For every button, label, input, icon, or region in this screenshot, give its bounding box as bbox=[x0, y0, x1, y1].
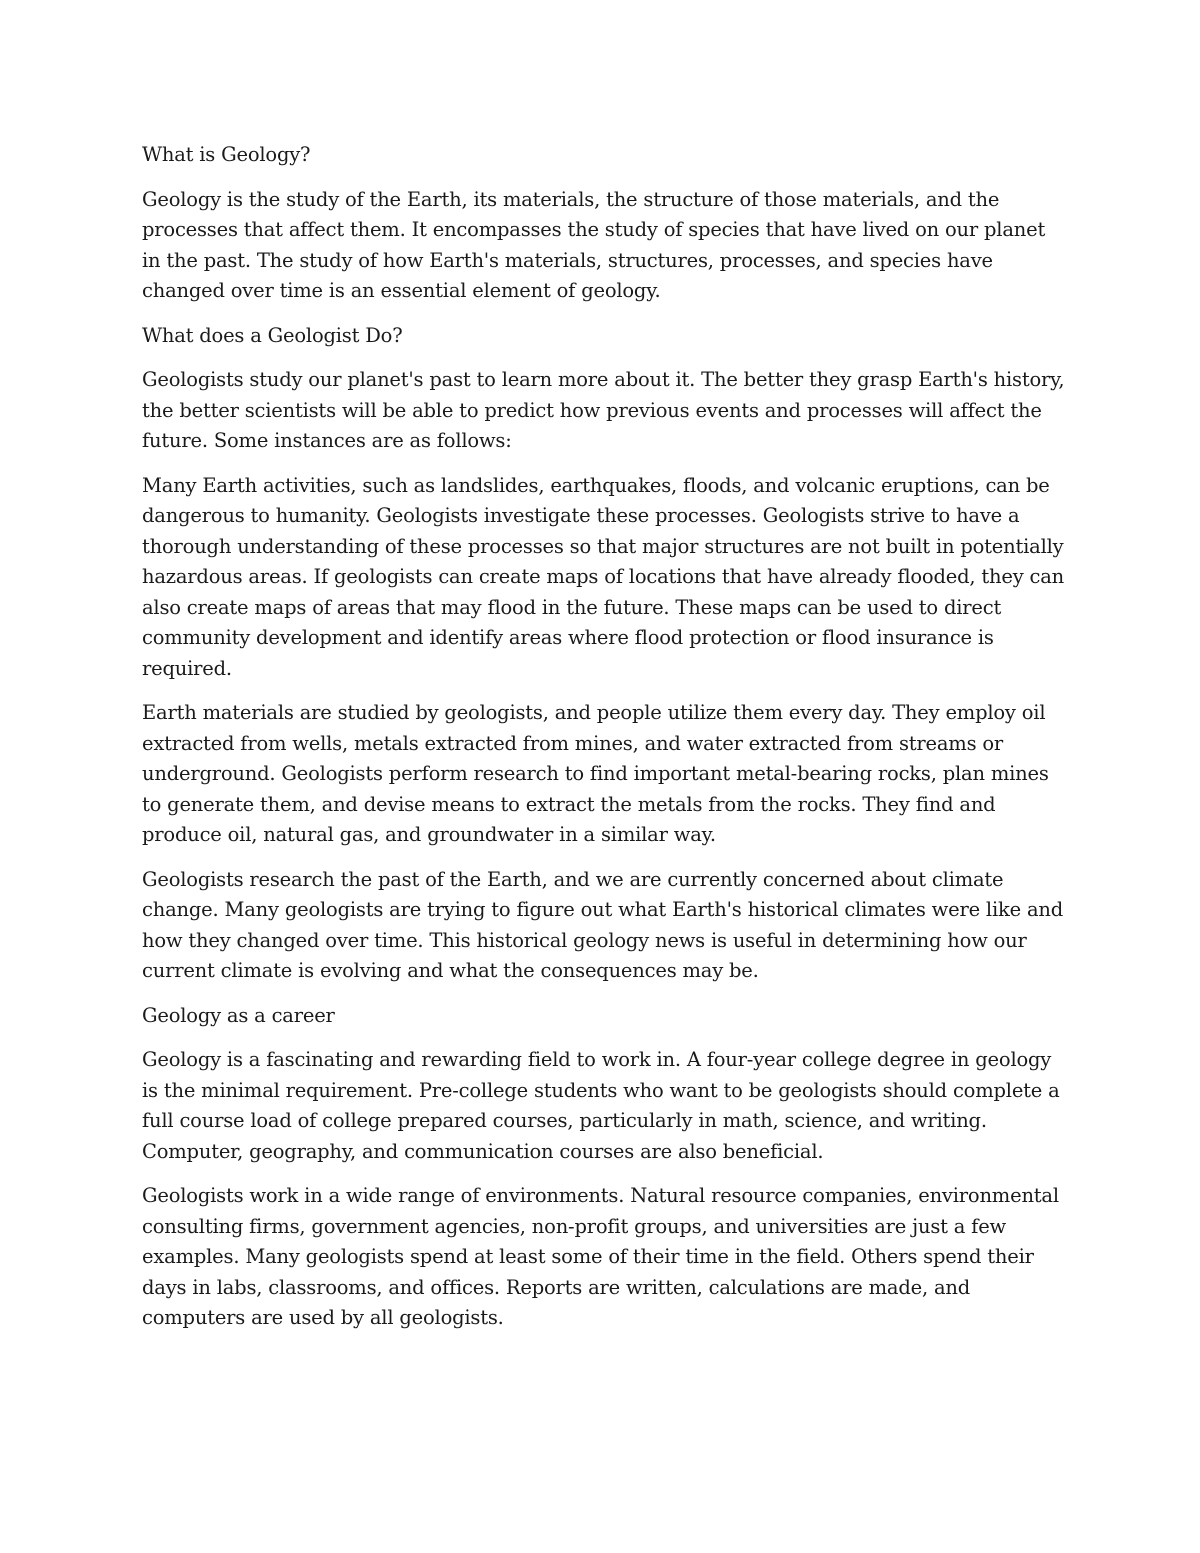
section-heading-what-does-geologist-do: What does a Geologist Do? bbox=[142, 323, 403, 347]
paragraph-climate-change: Geologists research the past of the Earth, and we are currently concerned about climate change. Many geologists are trying to figure out what Earth's historical climates were like and how they changed over time. This historical geology news is useful in determining how our current climate is evolving and what the consequences may be. bbox=[142, 867, 1064, 982]
section-heading-what-is-geology: What is Geology? bbox=[142, 143, 311, 166]
paragraph-geology-definition: Geology is the study of the Earth, its materials, the structure of those materials, and the processes that affect them. It encompasses the study of species that have lived on our planet in the past. The study of how Earth's materials, structures, processes, and species have changed over time is an essential element of geology. bbox=[142, 187, 1046, 302]
section-heading-geology-career: Geology as a career bbox=[142, 1003, 335, 1027]
paragraph-career-requirements: Geology is a fascinating and rewarding field to work in. A four-year college degree in geology is the minimal requirement. Pre-college students who want to be geologists should complete a full course load of college prepared courses, particularly in math, science, and writing. Computer, geography, and communication courses are also beneficial. bbox=[142, 1048, 1060, 1163]
document-body bbox=[142, 140, 1067, 1348]
paragraph-earth-materials: Earth materials are studied by geologists, and people utilize them every day. They employ oil extracted from wells, metals extracted from mines, and water extracted from streams or underground. Geologists perform research to find important metal-bearing rocks, plan mines to generate them, and devise means to extract the metals from the rocks. They find and produce oil, natural gas, and groundwater in a similar way. bbox=[142, 701, 1049, 846]
paragraph-geologists-study-past: Geologists study our planet's past to learn more about it. The better they grasp Earth's history, the better scientists will be able to predict how previous events and processes will affect the future. Some instances are as follows: bbox=[142, 368, 1065, 452]
paragraph-earth-hazards: Many Earth activities, such as landslides, earthquakes, floods, and volcanic eruptions, can be dangerous to humanity. Geologists investigate these processes. Geologists strive to have a thorough understanding of these processes so that major structures are not built in potentially hazardous areas. If geologists can create maps of locations that have already flooded, they can also create maps of areas that may flood in the future. These maps can be used to direct community development and identify areas where flood protection or flood insurance is required. bbox=[142, 473, 1065, 680]
paragraph-work-environments: Geologists work in a wide range of environments. Natural resource companies, environmental consulting firms, government agencies, non-profit groups, and universities are just a few examples. Many geologists spend at least some of their time in the field. Others spend their days in labs, classrooms, and offices. Reports are written, calculations are made, and computers are used by all geologists. bbox=[142, 1184, 1059, 1329]
